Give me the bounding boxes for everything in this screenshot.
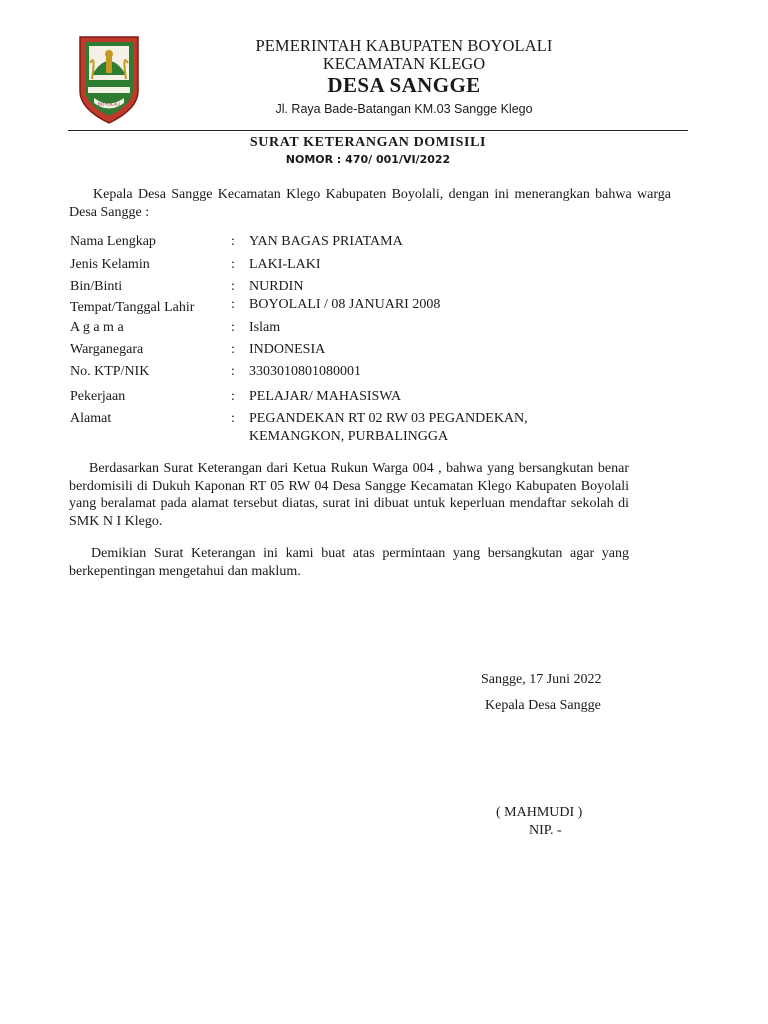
field-value-parent: NURDIN: [249, 279, 304, 294]
field-label-nik: No. KTP/NIK: [70, 364, 150, 379]
statement-paragraph: Berdasarkan Surat Keterangan dari Ketua Rukun Warga 004 , bahwa yang bersangkutan benar berdomisili di Dukuh Kaponan RT 05 RW 04 Desa Sangge Kecamatan Klego Kabupaten Boyolali yang beralamat pada alamat tersebut diatas, surat ini dibuat untuk keperluan mendaftar sekolah di SMK N I Klego.: [69, 461, 629, 529]
logo-banner-text: BOYOLALI: [97, 101, 121, 107]
regency-coat-of-arms-icon: [78, 35, 140, 125]
document-title: SURAT KETERANGAN DOMISILI: [249, 135, 487, 150]
signature-position: Kepala Desa Sangge: [485, 698, 601, 713]
field-separator: :: [231, 389, 235, 404]
header-district: KECAMATAN KLEGO: [322, 54, 486, 73]
signature-name: ( MAHMUDI ): [496, 805, 583, 820]
field-label-address: Alamat: [70, 411, 112, 426]
field-separator: :: [231, 342, 235, 357]
field-label-citizenship: Warganegara: [70, 342, 144, 357]
field-value-address: PEGANDEKAN RT 02 RW 03 PEGANDEKAN,: [249, 411, 528, 426]
field-separator: :: [231, 297, 235, 312]
field-value-address-line2: KEMANGKON, PURBALINGGA: [249, 429, 449, 444]
field-label-gender: Jenis Kelamin: [70, 257, 150, 272]
intro-paragraph: Kepala Desa Sangge Kecamatan Klego Kabupaten Boyolali, dengan ini menerangkan bahwa warga Desa Sangge :: [69, 187, 671, 220]
field-value-occupation: PELAJAR/ MAHASISWA: [249, 389, 402, 404]
signature-nip: NIP. -: [529, 823, 562, 838]
field-separator: :: [231, 257, 235, 272]
header-address: Jl. Raya Bade-Batangan KM.03 Sangge Klego: [275, 102, 533, 116]
field-label-parent: Bin/Binti: [70, 279, 123, 294]
field-separator: :: [231, 279, 235, 294]
field-value-gender: LAKI-LAKI: [249, 257, 321, 272]
field-value-nik: 3303010801080001: [249, 364, 361, 379]
header-government: PEMERINTAH KABUPATEN BOYOLALI: [255, 36, 553, 55]
field-label-birth: Tempat/Tanggal Lahir: [70, 300, 195, 315]
header-village: DESA SANGGE: [327, 73, 481, 97]
field-label-occupation: Pekerjaan: [70, 389, 126, 404]
field-separator: :: [231, 364, 235, 379]
field-separator: :: [231, 411, 235, 426]
signature-place-date: Sangge, 17 Juni 2022: [481, 672, 602, 687]
document-number: NOMOR : 470/ 001/VI/2022: [285, 153, 451, 166]
field-value-name: YAN BAGAS PRIATAMA: [249, 234, 403, 249]
closing-paragraph: Demikian Surat Keterangan ini kami buat atas permintaan yang bersangkutan agar yang berkepentingan mengetahui dan maklum.: [69, 546, 629, 579]
field-value-birth: BOYOLALI / 08 JANUARI 2008: [249, 297, 441, 312]
field-label-name: Nama Lengkap: [70, 234, 156, 249]
field-value-citizenship: INDONESIA: [249, 342, 326, 357]
header-divider: [68, 130, 688, 131]
field-label-religion: A g a m a: [70, 320, 124, 335]
field-value-religion: Islam: [249, 320, 281, 335]
field-separator: :: [231, 320, 235, 335]
field-separator: :: [231, 234, 235, 249]
